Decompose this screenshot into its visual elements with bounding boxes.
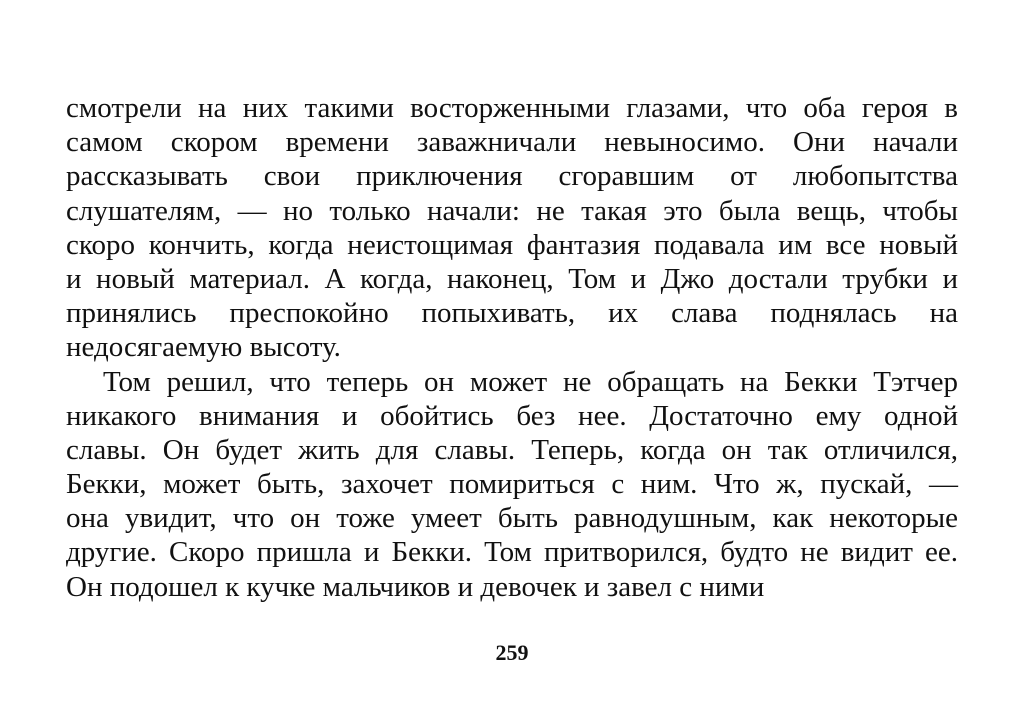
text-line: Он подошел к кучке мальчиков и девочек и завел с ними [66,570,765,603]
text-line: славы. Он будет жить для славы. Теперь, когда он так отличился, [66,433,958,466]
text-line: скоро кончить, когда неистощимая фантазия подавала им все новый [66,228,958,261]
text-line: Бекки, может быть, захочет помириться с ним. Что ж, пускай, — [66,468,958,501]
paragraph-2 [66,365,958,604]
text-line: слушателям, — но только начали: не такая это была вещь, чтобы [66,194,958,227]
text-line: никакого внимания и обойтись без нее. Достаточно ему одной [66,399,958,432]
text-line: недосягаемую высоту. [66,331,341,364]
page-number: 259 [495,640,529,665]
text-line: рассказывать свои приключения сгоравшим от любопытства [66,160,958,193]
text-line: и новый материал. А когда, наконец, Том и Джо достали трубки и [66,262,958,295]
text-line: смотрели на них такими восторженными глазами, что оба героя в [66,92,958,124]
text-line: самом скором времени заважничали невыносимо. Они начали [66,126,958,159]
body-text [66,91,958,604]
text-line: принялись преспокойно попыхивать, их слава поднялась на [66,297,958,330]
text-line: Том решил, что теперь он может не обращать на Бекки Тэтчер [103,365,958,398]
paragraph-1 [66,91,958,365]
text-line: другие. Скоро пришла и Бекки. Том притворился, будто не видит ее. [66,536,958,569]
text-line: она увидит, что он тоже умеет быть равнодушным, как некоторые [66,502,958,535]
